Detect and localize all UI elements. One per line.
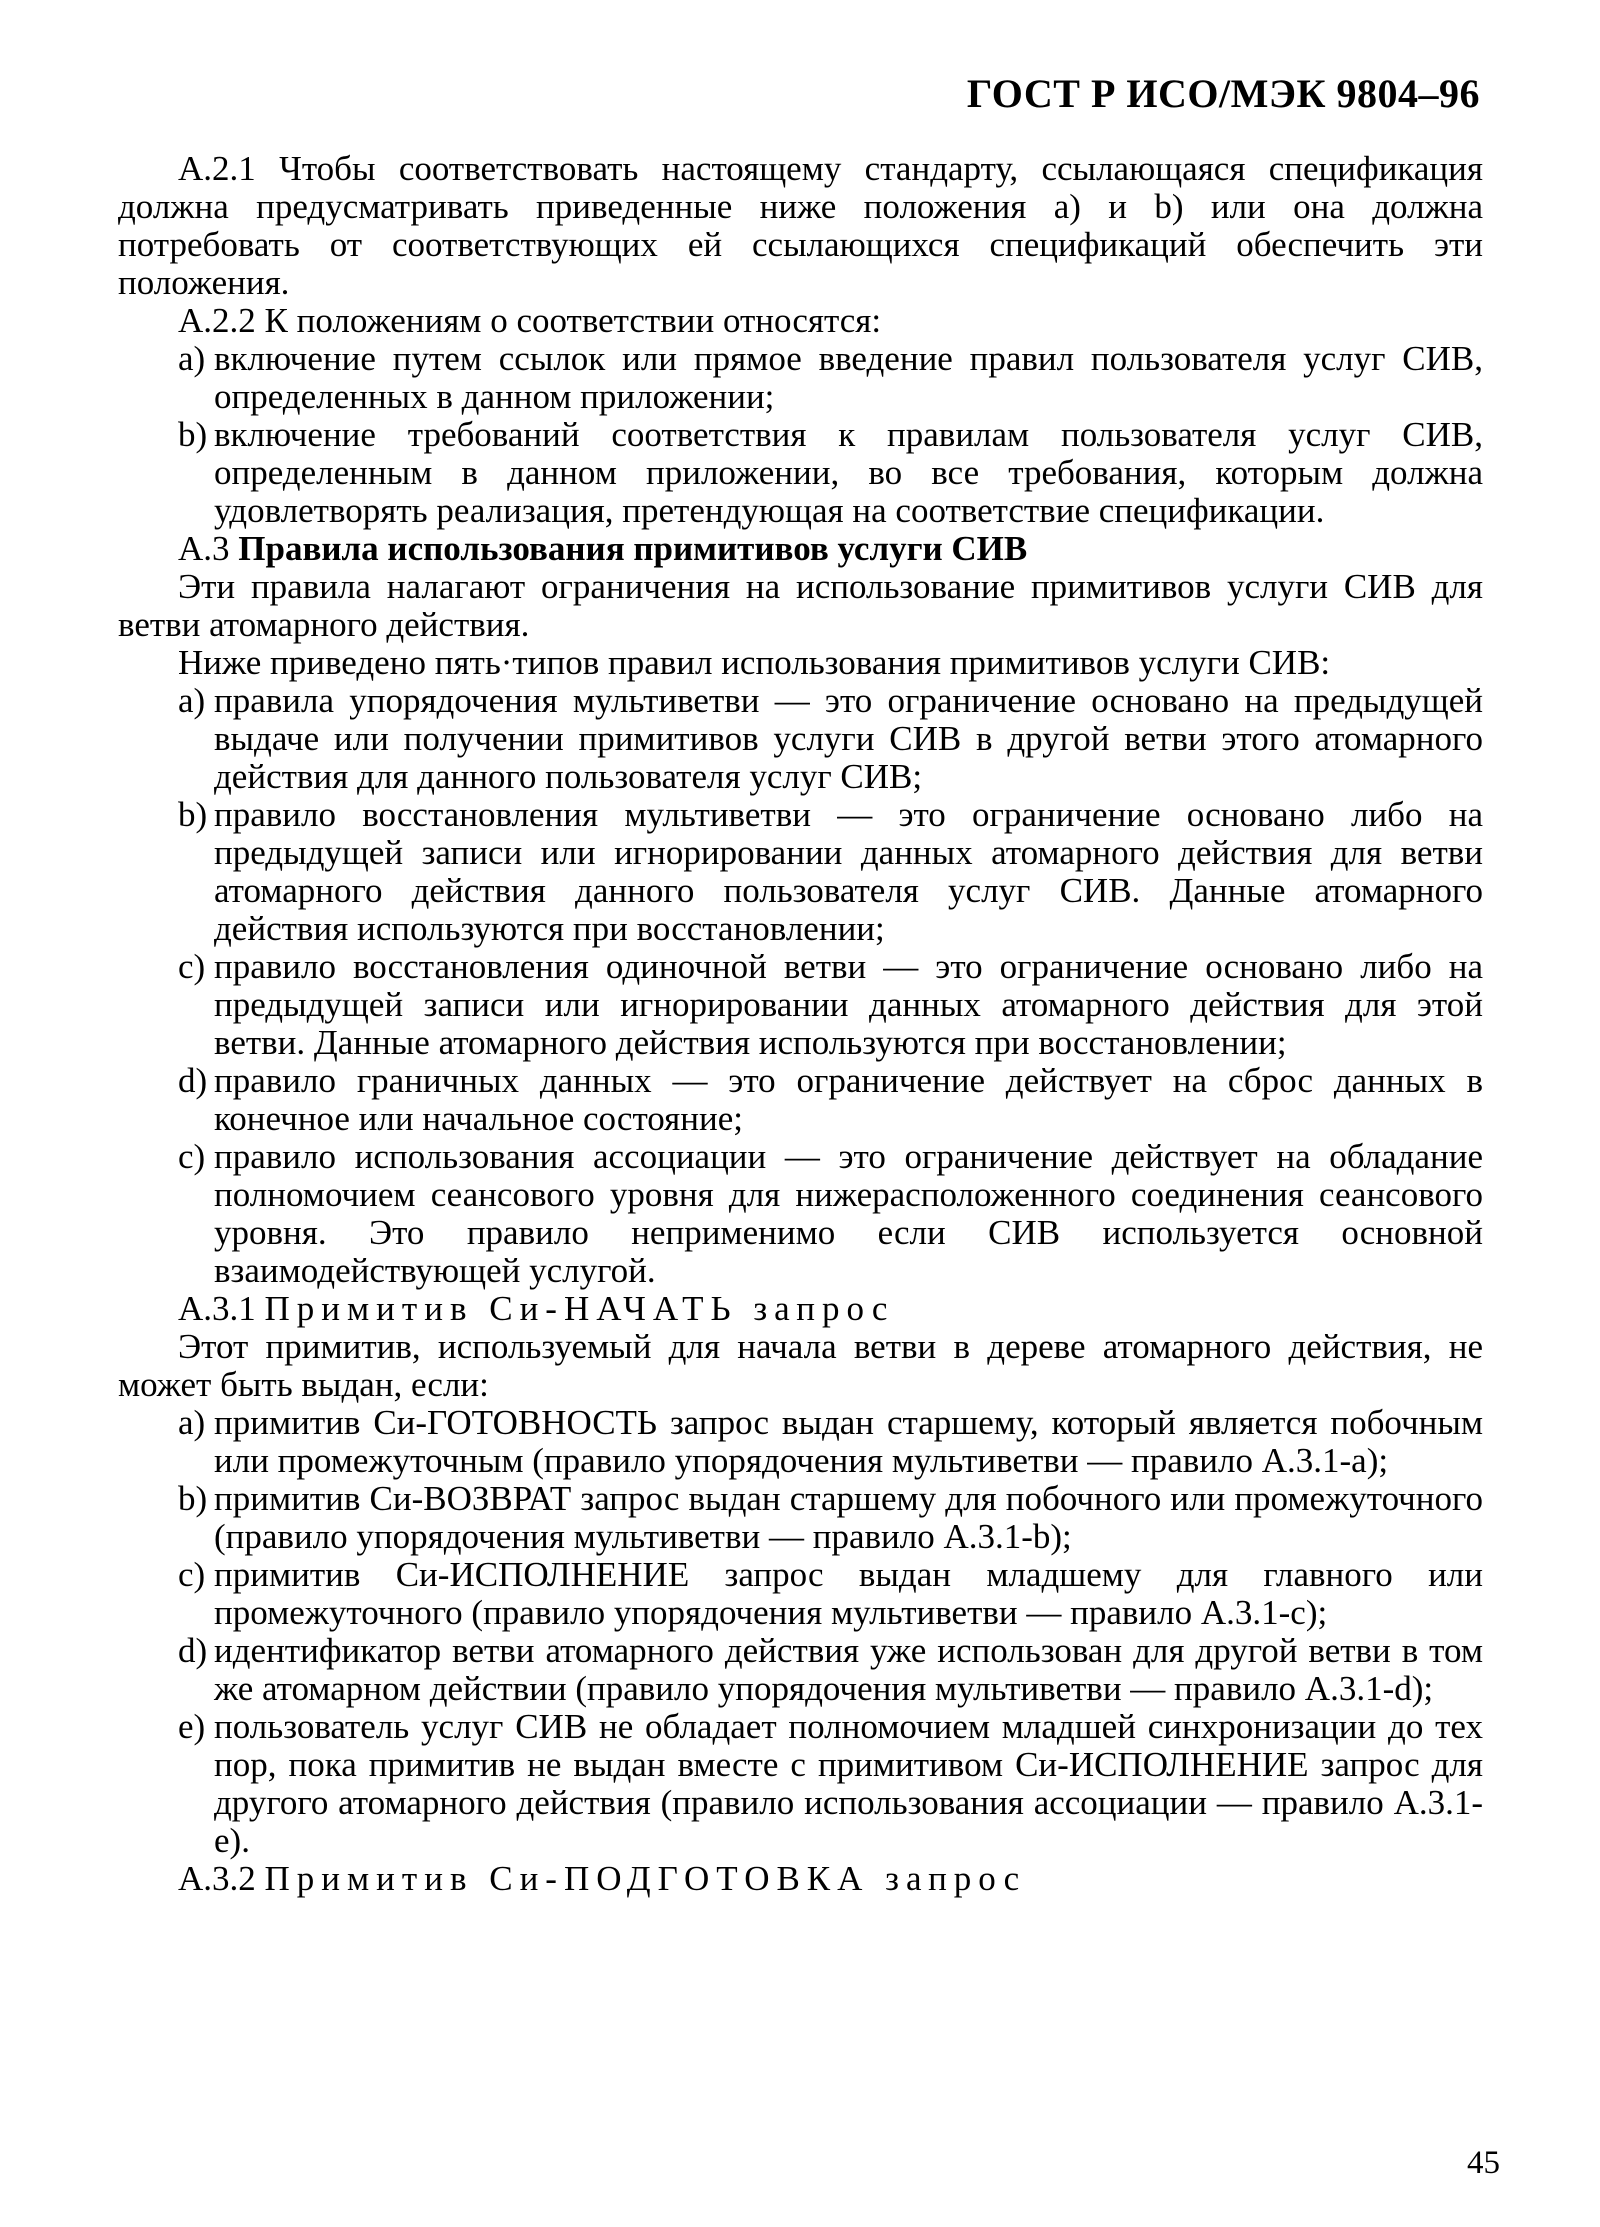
paragraph: А.2.1 Чтобы соответствовать настоящему стандарту, ссылающаяся спецификация должна предусматривать приведенные ниже положения а) и b) или она должна потребовать от соответствующих ей ссылающихся спецификаций обеспечить эти положения. bbox=[118, 149, 1483, 302]
subsection-title: Примитив Си-ПОДГОТОВКА запрос bbox=[264, 1859, 1027, 1898]
subsection-number: А.3.2 bbox=[178, 1859, 256, 1898]
list-item bbox=[118, 796, 1483, 948]
section-heading bbox=[118, 530, 1483, 568]
list-item-text: правило использования ассоциации — это ограничение действует на обладание полномочием сеансового уровня для нижерасположенного соединения сеансового уровня. Это правило неприменимо если СИВ используется основной взаимодействующей услугой. bbox=[214, 1137, 1483, 1290]
subsection-number: А.3.1 bbox=[178, 1289, 256, 1328]
section-title: Правила использования примитивов услуги СИВ bbox=[238, 529, 1028, 568]
list-item bbox=[118, 682, 1483, 796]
paragraph: Этот примитив, используемый для начала ветви в дереве атомарного действия, не может быть выдан, если: bbox=[118, 1327, 1483, 1404]
list-item-text: правила упорядочения мультиветви — это ограничение основано на предыдущей выдаче или получении примитивов услуги СИВ в другой ветви этого атомарного действия для данного пользователя услуг СИВ; bbox=[214, 681, 1483, 796]
list-item bbox=[118, 1480, 1483, 1556]
list-item bbox=[118, 1138, 1483, 1290]
list-item-text: примитив Си-ИСПОЛНЕНИЕ запрос выдан младшему для главного или промежуточного (правило упорядочения мультиветви — правило А.3.1-с); bbox=[214, 1555, 1483, 1632]
list-item bbox=[118, 948, 1483, 1062]
list-item-text: правило восстановления одиночной ветви — это ограничение основано либо на предыдущей записи или игнорировании данных атомарного действия для этой ветви. Данные атомарного действия используются при восстановлении; bbox=[214, 947, 1483, 1062]
subsection-heading bbox=[118, 1860, 1483, 1898]
subsection-title: Примитив Си-НАЧАТЬ запрос bbox=[264, 1289, 895, 1328]
list-item-label: а) bbox=[178, 681, 206, 720]
list-item-label: а) bbox=[178, 339, 206, 378]
list-item-text: примитив Си-ВОЗВРАТ запрос выдан старшему для побочного или промежуточного (правило упорядочения мультиветви — правило А.3.1-b); bbox=[214, 1479, 1483, 1556]
paragraph: Ниже приведено пять·типов правил использования примитивов услуги СИВ: bbox=[178, 643, 1331, 682]
list-item bbox=[118, 416, 1483, 530]
list-item bbox=[118, 1708, 1483, 1860]
list-item-text: правило восстановления мультиветви — это ограничение основано либо на предыдущей записи или игнорировании данных атомарного действия для ветви атомарного действия данного пользователя услуг СИВ. Данные атомарного действия используются при восстановлении; bbox=[214, 795, 1483, 948]
subsection-heading bbox=[118, 1290, 1483, 1328]
page-number: 45 bbox=[1467, 2145, 1500, 2181]
list-item-text: пользователь услуг СИВ не обладает полномочием младшей синхронизации до тех пор, пока примитив не выдан вместе с примитивом Си-ИСПОЛНЕНИЕ запрос для другого атомарного действия (правило использования ассоциации — правило А.3.1-е). bbox=[214, 1707, 1483, 1860]
list-item-label: а) bbox=[178, 1403, 206, 1442]
list-item-label: d) bbox=[178, 1631, 208, 1670]
page-content bbox=[118, 150, 1483, 1898]
list-item-label: е) bbox=[178, 1707, 206, 1746]
list-item bbox=[118, 1062, 1483, 1138]
paragraph: Эти правила налагают ограничения на использование примитивов услуги СИВ для ветви атомарного действия. bbox=[118, 567, 1483, 644]
list-item bbox=[118, 1632, 1483, 1708]
list-item-label: b) bbox=[178, 415, 208, 454]
page-header: ГОСТ Р ИСО/МЭК 9804–96 bbox=[966, 71, 1480, 116]
list-item-text: включение требований соответствия к правилам пользователя услуг СИВ, определенным в данном приложении, во все требования, которым должна удовлетворять реализация, претендующая на соответствие спецификации. bbox=[214, 415, 1483, 530]
list-item bbox=[118, 340, 1483, 416]
list-item bbox=[118, 1556, 1483, 1632]
list-item-label: b) bbox=[178, 1479, 208, 1518]
list-item-label: с) bbox=[178, 1555, 206, 1594]
paragraph: А.2.2 К положениям о соответствии относятся: bbox=[178, 301, 882, 340]
list-item-text: включение путем ссылок или прямое введение правил пользователя услуг СИВ, определенных в данном приложении; bbox=[214, 339, 1483, 416]
list-item bbox=[118, 1404, 1483, 1480]
list-item-label: с) bbox=[178, 1137, 206, 1176]
list-item-label: d) bbox=[178, 1061, 208, 1100]
list-item-text: примитив Си-ГОТОВНОСТЬ запрос выдан старшему, который является побочным или промежуточным (правило упорядочения мультиветви — правило А.3.1-а); bbox=[214, 1403, 1483, 1480]
list-item-text: идентификатор ветви атомарного действия уже использован для другой ветви в том же атомарном действии (правило упорядочения мультиветви — правило А.3.1-d); bbox=[214, 1631, 1483, 1708]
list-item-label: b) bbox=[178, 795, 208, 834]
section-number: А.3 bbox=[178, 529, 230, 568]
list-item-label: с) bbox=[178, 947, 206, 986]
list-item-text: правило граничных данных — это ограничение действует на сброс данных в конечное или начальное состояние; bbox=[214, 1061, 1483, 1138]
